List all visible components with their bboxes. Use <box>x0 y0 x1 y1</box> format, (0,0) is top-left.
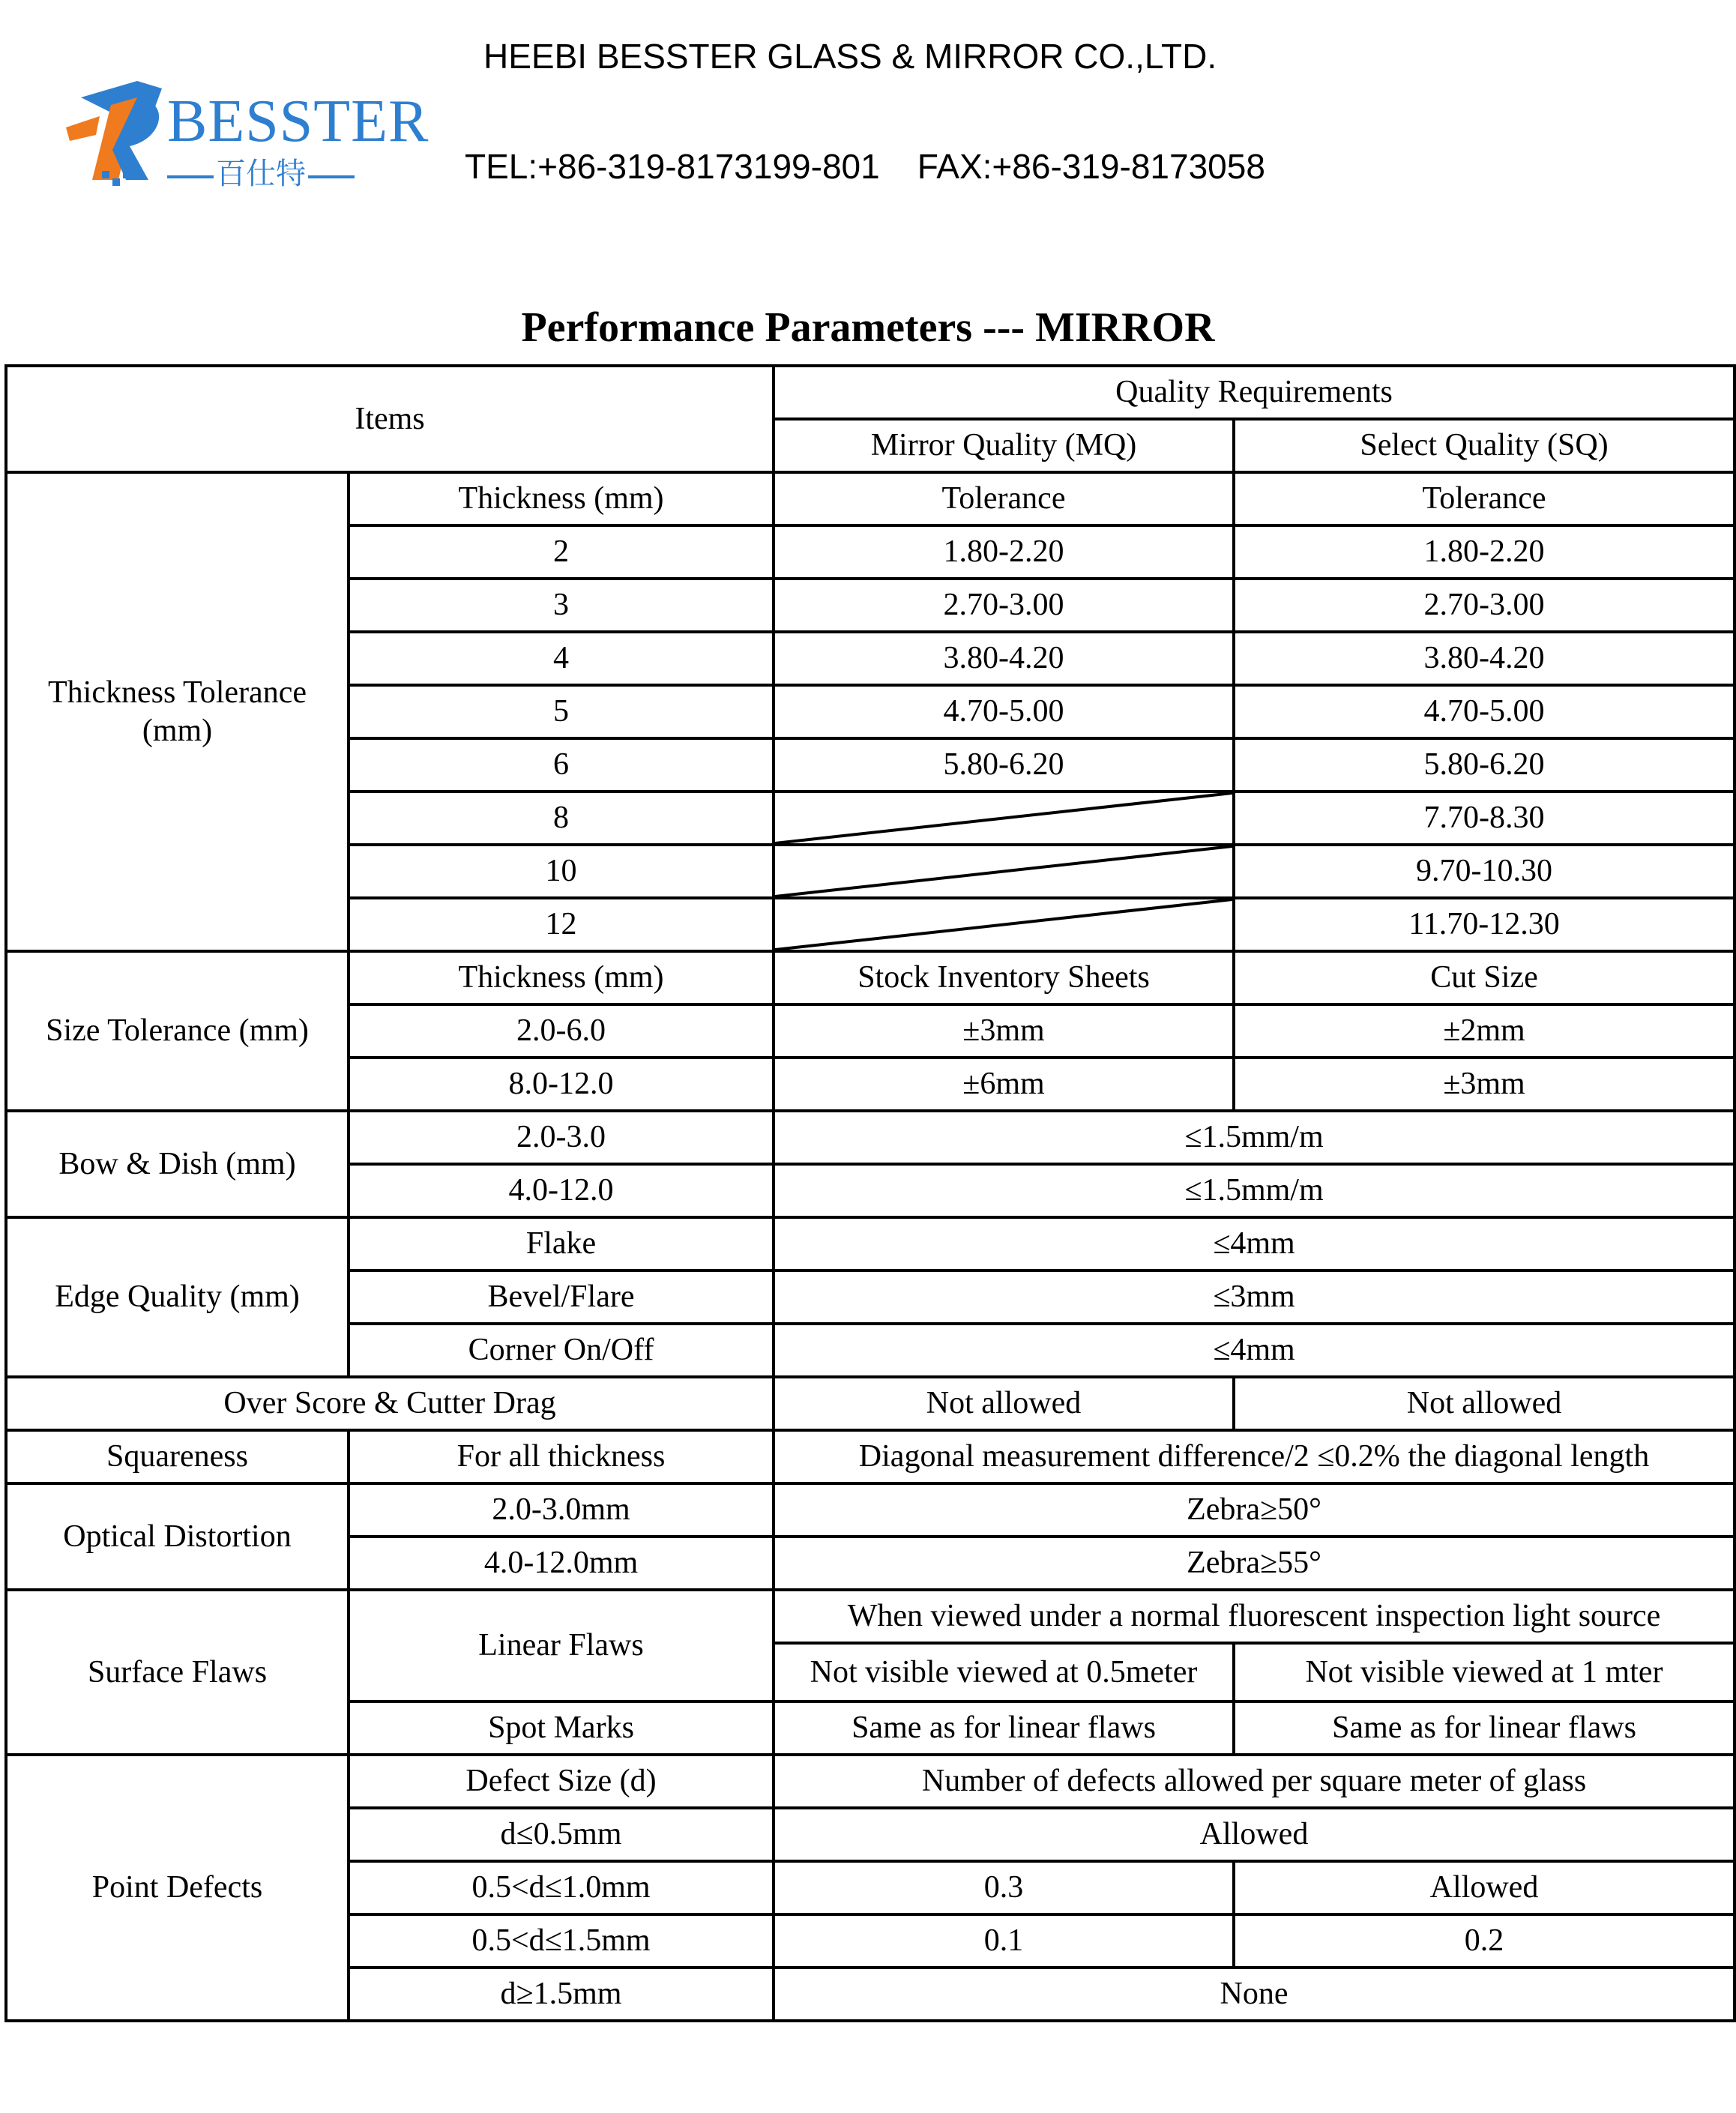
company-name: HEEBI BESSTER GLASS & MIRROR CO.,LTD. <box>483 37 1217 76</box>
squareness-label: Squareness <box>6 1430 349 1483</box>
defect-size: 0.5<d≤1.5mm <box>349 1914 774 1968</box>
thickness-value: 3 <box>349 579 774 632</box>
mq-tolerance: 1.80-2.20 <box>774 525 1234 579</box>
over-score-sq: Not allowed <box>1234 1377 1735 1430</box>
sq-tolerance: 5.80-6.20 <box>1234 738 1735 792</box>
header-row <box>6 366 1735 419</box>
linear-flaws-label: Linear Flaws <box>349 1590 774 1701</box>
not-applicable-cell <box>774 898 1234 951</box>
table-row <box>6 1755 1735 1808</box>
diagonal-slash-icon <box>775 899 1232 950</box>
thickness-range: 4.0-12.0mm <box>349 1537 774 1590</box>
thickness-value: 10 <box>349 845 774 898</box>
document-title: Performance Parameters --- MIRROR <box>521 304 1215 351</box>
defects-allowed-mq: 0.1 <box>774 1914 1234 1968</box>
thickness-value: 4 <box>349 632 774 685</box>
sq-tolerance: 4.70-5.00 <box>1234 685 1735 738</box>
sq-header: Select Quality (SQ) <box>1234 419 1735 472</box>
defects-allowed-sq: 0.2 <box>1234 1914 1735 1968</box>
telephone: TEL:+86-319-8173199-801 <box>465 147 880 186</box>
contact-line <box>465 146 1265 187</box>
defects-allowed-head: Number of defects allowed per square meter of glass <box>774 1755 1735 1808</box>
table-row <box>6 1217 1735 1270</box>
edge-defect-limit: ≤4mm <box>774 1217 1735 1270</box>
tolerance-head-mq: Tolerance <box>774 472 1234 525</box>
thickness-value: 2 <box>349 525 774 579</box>
thickness-range: 2.0-3.0 <box>349 1111 774 1164</box>
optical-distortion-label: Optical Distortion <box>6 1483 349 1590</box>
thickness-head: Thickness (mm) <box>349 951 774 1004</box>
mq-tolerance: 3.80-4.20 <box>774 632 1234 685</box>
items-header: Items <box>6 366 774 472</box>
thickness-tolerance-label: Thickness Tolerance (mm) <box>6 472 349 951</box>
sq-tolerance: 7.70-8.30 <box>1234 792 1735 845</box>
mq-tolerance: 2.70-3.00 <box>774 579 1234 632</box>
spot-marks-mq: Same as for linear flaws <box>774 1701 1234 1755</box>
thickness-value: 12 <box>349 898 774 951</box>
company-logo <box>66 75 430 195</box>
table-row <box>6 951 1735 1004</box>
table-row <box>6 1483 1735 1537</box>
bow-dish-value: ≤1.5mm/m <box>774 1164 1735 1217</box>
defect-size: d≤0.5mm <box>349 1808 774 1861</box>
surface-flaws-label: Surface Flaws <box>6 1590 349 1755</box>
thickness-range: 4.0-12.0 <box>349 1164 774 1217</box>
defect-size: d≥1.5mm <box>349 1968 774 2021</box>
spot-marks-sq: Same as for linear flaws <box>1234 1701 1735 1755</box>
edge-quality-label: Edge Quality (mm) <box>6 1217 349 1377</box>
stock-sheets-head: Stock Inventory Sheets <box>774 951 1234 1004</box>
optical-value: Zebra≥55° <box>774 1537 1735 1590</box>
defects-allowed-mq: 0.3 <box>774 1861 1234 1914</box>
edge-defect-limit: ≤4mm <box>774 1324 1735 1377</box>
thickness-head: Thickness (mm) <box>349 472 774 525</box>
table-row <box>6 1430 1735 1483</box>
squareness-value: Diagonal measurement difference/2 ≤0.2% the diagonal length <box>774 1430 1735 1483</box>
cut-size-value: ±3mm <box>1234 1058 1735 1111</box>
thickness-range: 2.0-3.0mm <box>349 1483 774 1537</box>
logo-chinese-name: 百仕特 <box>167 159 355 189</box>
defects-allowed: None <box>774 1968 1735 2021</box>
mq-tolerance: 4.70-5.00 <box>774 685 1234 738</box>
over-score-label: Over Score & Cutter Drag <box>6 1377 774 1430</box>
cut-size-value: ±2mm <box>1234 1004 1735 1058</box>
sq-tolerance: 9.70-10.30 <box>1234 845 1735 898</box>
edge-defect-type: Bevel/Flare <box>349 1270 774 1324</box>
linear-flaws-mq: Not visible viewed at 0.5meter <box>774 1643 1234 1701</box>
edge-defect-limit: ≤3mm <box>774 1270 1735 1324</box>
thickness-range: 2.0-6.0 <box>349 1004 774 1058</box>
mq-tolerance: 5.80-6.20 <box>774 738 1234 792</box>
linear-flaws-sq: Not visible viewed at 1 mter <box>1234 1643 1735 1701</box>
sq-tolerance: 11.70-12.30 <box>1234 898 1735 951</box>
tolerance-head-sq: Tolerance <box>1234 472 1735 525</box>
linear-flaws-condition: When viewed under a normal fluorescent inspection light source <box>774 1590 1735 1643</box>
quality-requirements-header: Quality Requirements <box>774 366 1735 419</box>
defects-allowed: Allowed <box>774 1808 1735 1861</box>
table-row <box>6 1111 1735 1164</box>
edge-defect-type: Corner On/Off <box>349 1324 774 1377</box>
thickness-value: 8 <box>349 792 774 845</box>
optical-value: Zebra≥50° <box>774 1483 1735 1537</box>
bow-dish-value: ≤1.5mm/m <box>774 1111 1735 1164</box>
logo-word: BESSTER <box>167 88 430 154</box>
stock-sheets-value: ±3mm <box>774 1004 1234 1058</box>
sq-tolerance: 3.80-4.20 <box>1234 632 1735 685</box>
table-row <box>6 472 1735 525</box>
defects-allowed-sq: Allowed <box>1234 1861 1735 1914</box>
table-row <box>6 1590 1735 1643</box>
diagonal-slash-icon <box>775 846 1232 896</box>
thickness-value: 6 <box>349 738 774 792</box>
cut-size-head: Cut Size <box>1234 951 1735 1004</box>
spot-marks-label: Spot Marks <box>349 1701 774 1755</box>
point-defects-label: Point Defects <box>6 1755 349 2021</box>
sq-tolerance: 2.70-3.00 <box>1234 579 1735 632</box>
stock-sheets-value: ±6mm <box>774 1058 1234 1111</box>
defect-size: 0.5<d≤1.0mm <box>349 1861 774 1914</box>
sq-tolerance: 1.80-2.20 <box>1234 525 1735 579</box>
not-applicable-cell <box>774 845 1234 898</box>
defect-size-head: Defect Size (d) <box>349 1755 774 1808</box>
over-score-mq: Not allowed <box>774 1377 1234 1430</box>
table-row <box>6 1377 1735 1430</box>
mq-header: Mirror Quality (MQ) <box>774 419 1234 472</box>
diagonal-slash-icon <box>775 793 1232 843</box>
not-applicable-cell <box>774 792 1234 845</box>
logo-mark-icon <box>66 75 171 195</box>
thickness-value: 5 <box>349 685 774 738</box>
size-tolerance-label: Size Tolerance (mm) <box>6 951 349 1111</box>
fax: FAX:+86-319-8173058 <box>917 147 1265 186</box>
thickness-range: 8.0-12.0 <box>349 1058 774 1111</box>
performance-parameters-table <box>4 364 1736 2022</box>
bow-dish-label: Bow & Dish (mm) <box>6 1111 349 1217</box>
edge-defect-type: Flake <box>349 1217 774 1270</box>
squareness-thickness: For all thickness <box>349 1430 774 1483</box>
